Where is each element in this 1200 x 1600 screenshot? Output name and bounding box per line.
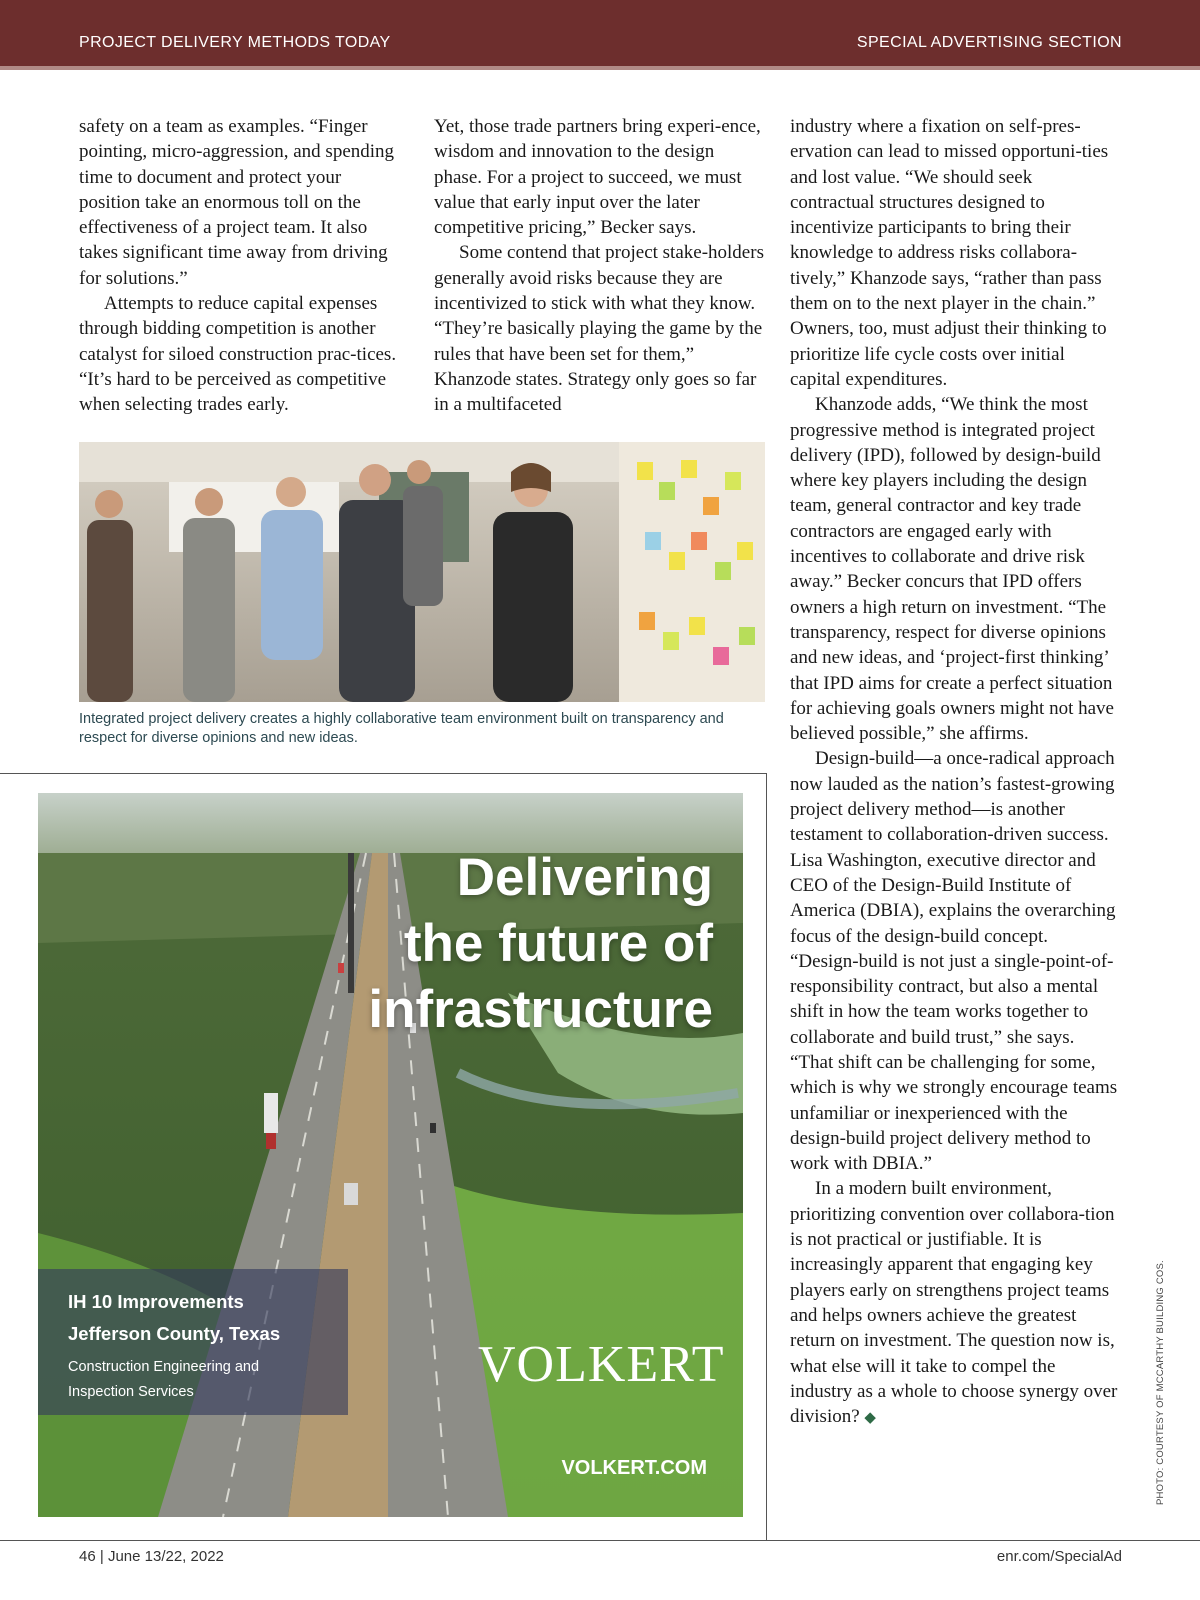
end-mark-icon: ◆: [864, 1410, 876, 1427]
page-header-bar: [0, 0, 1200, 70]
ad-project-location: Jefferson County, Texas: [68, 1323, 281, 1344]
ad-services: Construction Engineering and: [68, 1359, 260, 1375]
special-section-label: SPECIAL ADVERTISING SECTION: [856, 34, 1122, 51]
volkert-logo: VOLKERT: [478, 1336, 725, 1393]
ad-url-link[interactable]: VOLKERT.COM: [561, 1457, 707, 1479]
paragraph: Design-build—a once-radical approach now lauded as the nation’s fastest-growing project delivery method—is another testament to collaboration-driven success. Lisa Washington, executive director and CEO of the Design-Build Institute of America (DBIA), explains the overarching focus of the design-build concept. “Design-build is not just a single-point-of-responsibility contract, but also a mental shift in how the team works together to collaborate and build trust,” she says. “That shift can be challenging for some, which is why we strongly encourage teams unfamiliar or inexperienced with the design-build project delivery method to work with DBIA.”: [790, 748, 1118, 1175]
article-column-2: [434, 114, 764, 418]
footer-divider: [0, 1540, 1200, 1541]
paragraph: safety on a team as examples. “Finger pointing, micro-aggression, and spending time to document and protect your position take an enormous toll on the effectiveness of a project team. It also takes significant time away from driving for solutions.”: [79, 116, 395, 289]
section-title: PROJECT DELIVERY METHODS TODAY: [79, 34, 391, 51]
team-photo-illustration: [79, 442, 765, 702]
ad-headline: [368, 845, 713, 1043]
photo-credit: PHOTO: COURTESY OF MCCARTHY BUILDING COS.: [1155, 1260, 1166, 1505]
volkert-advertisement[interactable]: [38, 793, 743, 1517]
paragraph: Attempts to reduce capital expenses through bidding competition is another catalyst for siloed construction prac-tices. “It’s hard to be perceived as competitive when selecting trades early.: [79, 293, 397, 416]
ad-headline-line: Delivering: [456, 848, 713, 907]
footer-site-link[interactable]: enr.com/SpecialAd: [996, 1548, 1122, 1565]
team-photo: [79, 442, 765, 702]
paragraph: Khanzode adds, “We think the most progressive method is integrated project delivery (IPD), followed by design-build where key players including the design team, general contractor and key trade contractors are engaged early with incentives to collaborate and drive risk away.” Becker concurs that IPD offers owners a high return on investment. “The transparency, respect for diverse opinions and new ideas, and ‘project-first thinking’ that IPD aims for create a perfect situation for achieving goals owners might not have believed possible,” she affirms.: [790, 394, 1114, 745]
paragraph: [790, 1176, 1120, 1431]
folio-separator: |: [99, 1548, 104, 1565]
page-number: 46: [79, 1548, 96, 1565]
issue-date: June 13/22, 2022: [107, 1548, 224, 1565]
ad-headline-line: infrastructure: [368, 980, 713, 1039]
ad-project-name: IH 10 Improvements: [68, 1291, 244, 1312]
footer-folio: [79, 1548, 224, 1565]
photo-caption: Integrated project delivery creates a highly collaborative team environment built on transparency and respect for diverse opinions and new ideas.: [79, 711, 724, 746]
paragraph-text: In a modern built environment, prioritizing convention over collabora-tion is not practical or justifiable. It is increasingly apparent that engaging key players early on strengthens project teams and helps owners achieve the greatest return on investment. The question now is, what else will it take to compel the industry as a whole to choose synergy over division?: [790, 1178, 1118, 1428]
paragraph: Some contend that project stake-holders generally avoid risks because they are incentivized to stick with what they know. “They’re basically playing the game by the rules that have been set for them,” Khanzode states. Strategy only goes so far in a multifaceted: [434, 242, 764, 416]
ad-services: Inspection Services: [68, 1384, 194, 1400]
article-column-1: [79, 114, 404, 418]
paragraph: industry where a fixation on self-pres-ervation can lead to missed opportuni-ties and lost value. “We should seek contractual structures designed to incentivize participants to bring their knowledge to address risks collabora-tively,” Khanzode says, “rather than pass them on to the next player in the chain.” Owners, too, must adjust their thinking to prioritize life cycle costs over initial capital expenditures.: [790, 116, 1109, 390]
paragraph: Yet, those trade partners bring experi-ence, wisdom and innovation to the design phase. For a project to succeed, we must value that early input over the later competitive pricing,” Becker says.: [434, 116, 761, 239]
article-column-3: [790, 114, 1120, 1431]
ad-headline-line: the future of: [403, 914, 713, 973]
